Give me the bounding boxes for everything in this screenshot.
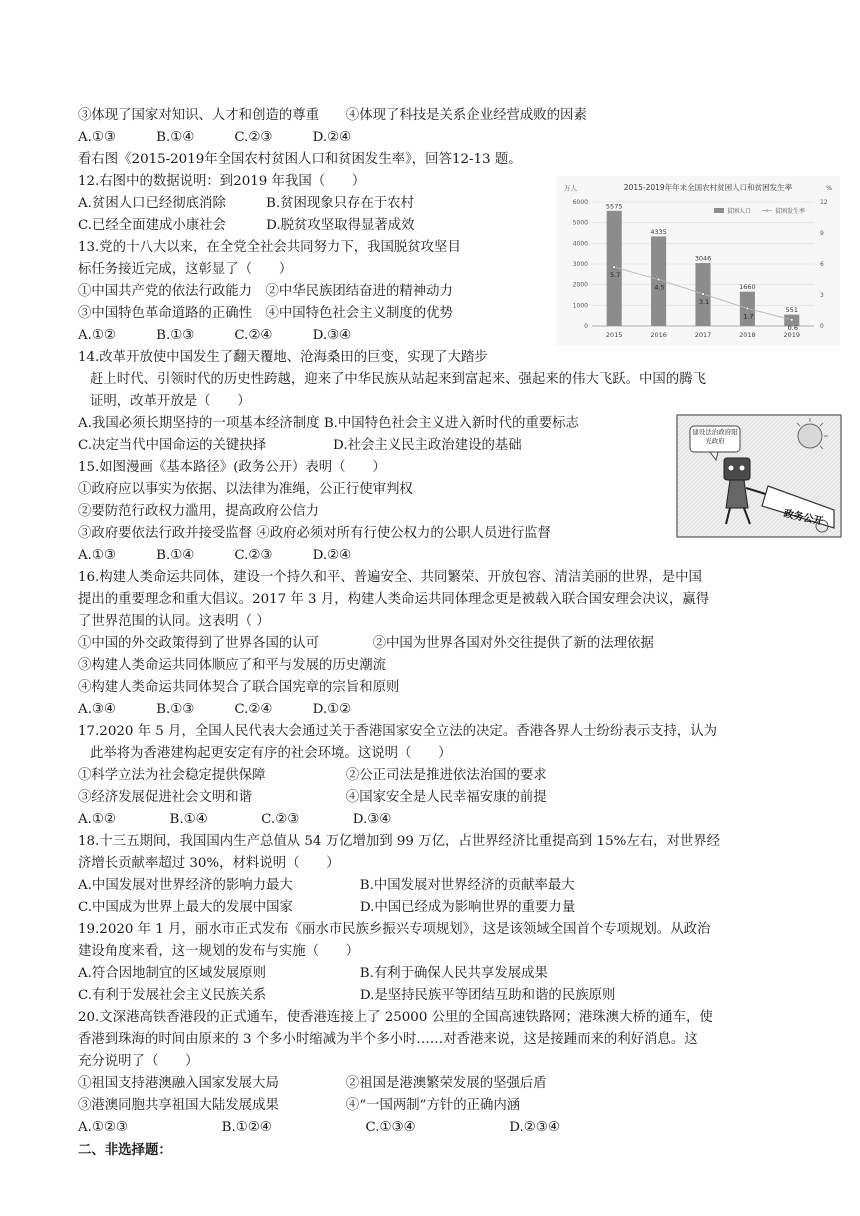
q15-answers: A.①③ B.①④ C.②③ D.②④ <box>78 548 352 563</box>
q17-statements-34: ③经济发展促进社会文明和谐 ④国家安全是人民幸福安康的前提 <box>78 790 547 805</box>
q20-answers: A.①②③ B.①②④ C.①③④ D.②③④ <box>78 1120 560 1135</box>
q11-option-3-4: ③体现了国家对知识、人才和创造的尊重 ④体现了科技是关系企业经营成败的因素 <box>78 108 587 123</box>
q19-stem: 19.2020 年 1 月，丽水市正式发布《丽水市民族乡振兴专项规划》，这是该领域全国首个专项规划。从政治 <box>78 922 711 937</box>
q19-options-cd: C.有利于发展社会主义民族关系 D.是坚持民族平等团结互助和谐的民族原则 <box>78 988 616 1003</box>
chart-ylabel-left: 万人 <box>564 184 577 192</box>
figure-body-icon <box>726 480 748 508</box>
legend-label-population: 贫困人口 <box>727 208 752 215</box>
left-tick-label: 5000 <box>572 219 588 227</box>
q15-statements-34: ③政府要依法行政并接受监督 ④政府必须对所有行使公权力的公职人员进行监督 <box>78 526 551 541</box>
speech-bubble-text-box <box>692 428 738 450</box>
q16-statement-3: ③构建人类命运共同体顺应了和平与发展的历史潮流 <box>78 658 386 673</box>
right-tick-label: 9 <box>820 230 824 237</box>
q18-stem-cont: 济增长贡献率超过 30%，材料说明（ ） <box>78 856 340 871</box>
bar-value-label: 551 <box>785 306 799 315</box>
q18-options-ab: A.中国发展对世界经济的影响力最大 B.中国发展对世界经济的贡献率最大 <box>78 878 575 893</box>
figure-head-icon <box>724 458 750 480</box>
q11-answers: A.①③ B.①④ C.②③ D.②④ <box>78 130 352 145</box>
q18-options-cd: C.中国成为世界上最大的发展中国家 D.中国已经成为影响世界的重要力量 <box>78 900 576 915</box>
poverty-chart <box>556 176 840 346</box>
rate-value-label: 3.1 <box>698 297 710 306</box>
q20-statements-12: ①祖国支持港澳融入国家发展大局 ②祖国是港澳繁荣发展的坚强后盾 <box>78 1076 547 1091</box>
figure-eye-right <box>740 466 745 471</box>
sun-icon <box>798 424 822 448</box>
rate-value-label: 5.7 <box>610 271 621 280</box>
cartoon-basic-path <box>676 414 842 538</box>
right-tick-label: 6 <box>820 261 824 268</box>
legend-swatch-rate-dot <box>766 209 769 212</box>
legend-label-rate: 贫困发生率 <box>775 208 806 215</box>
q13-answers: A.①② B.①③ C.②④ D.③④ <box>78 328 352 343</box>
q14-options-cd: C.决定当代中国命运的关键抉择 D.社会主义民主政治建设的基础 <box>78 438 522 453</box>
q17-statements-12: ①科学立法为社会稳定提供保障 ②公正司法是推进依法治国的要求 <box>78 768 547 783</box>
q13-statements-34: ③中国特色革命道路的正确性 ④中国特色社会主义制度的优势 <box>78 306 453 321</box>
q20-stem-end: 充分说明了（ ） <box>78 1054 199 1069</box>
q20-stem: 20.文深港高铁香港段的正式通车，使香港连接上了 25000 公里的全国高速铁路网；港珠澳大桥的通车，使 <box>78 1010 713 1025</box>
poverty-chart-svg <box>556 176 840 346</box>
q15-statement-1: ①政府应以事实为依据、以法律为准绳，公正行使审判权 <box>78 482 413 497</box>
rate-point-2018 <box>746 307 749 310</box>
q12-options-ab: A.贫困人口已经彻底消除 B.贫困现象只存在于农村 <box>78 196 415 211</box>
q18-stem: 18.十三五期间，我国国内生产总值从 54 万亿增加到 99 万亿，占世界经济比重提高到 15%左右，对世界经 <box>78 834 721 849</box>
q15-stem: 15.如图漫画《基本路径》(政务公开）表明（ ） <box>78 460 386 475</box>
legend-swatch-population <box>714 208 724 213</box>
bar-value-label: 3046 <box>694 254 712 263</box>
x-tick-label: 2018 <box>739 331 756 339</box>
left-tick-label: 0 <box>584 323 588 330</box>
q16-statement-4: ④构建人类命运共同体契合了联合国宪章的宗旨和原则 <box>78 680 400 695</box>
section-heading-nonchoice: 二、非选择题： <box>78 1142 172 1158</box>
q19-options-ab: A.符合因地制宜的区域发展原则 B.有利于确保人民共享发展成果 <box>78 966 548 981</box>
q19-stem-cont: 建设角度来看，这一规划的发布与实施（ ） <box>78 944 360 959</box>
right-tick-label: 3 <box>820 292 824 299</box>
left-tick-label: 2000 <box>572 281 588 289</box>
q15-statement-2: ②要防范行政权力滥用，提高政府公信力 <box>78 504 320 519</box>
q12-options-cd: C.已经全面建成小康社会 D.脱贫攻坚取得显著成效 <box>78 218 415 233</box>
bar-value-label: 1660 <box>739 283 756 292</box>
cartoon-caption: 政务公开 <box>782 508 825 528</box>
q14-options-ab: A.我国必须长期坚持的一项基本经济制度 B.中国特色社会主义进入新时代的重要标志 <box>78 416 579 431</box>
left-tick-label: 6000 <box>572 199 588 206</box>
rate-value-label: 1.7 <box>743 312 754 321</box>
rate-point-2019 <box>790 318 793 321</box>
q16-stem-cont: 提出的重要理念和重大倡议。2017 年 3 月，构建人类命运共同体理念更是被载入联合国安理会决议，赢得 <box>78 592 710 607</box>
q16-answers: A.③④ B.①③ C.②④ D.①② <box>78 702 352 717</box>
cartoon-svg <box>676 414 842 538</box>
q20-stem-cont: 香港到珠海的时间由原来的 3 个多小时缩减为半个多小时……对香港来说，这是接踵而来的利好消息。这 <box>78 1032 698 1047</box>
left-tick-label: 4000 <box>572 240 588 248</box>
right-tick-label: 0 <box>820 323 824 330</box>
left-tick-label: 1000 <box>572 302 588 310</box>
x-tick-label: 2019 <box>783 331 801 339</box>
chart-title: 2015-2019年年末全国农村贫困人口和贫困发生率 <box>623 183 793 192</box>
q17-stem: 17.2020 年 5 月，全国人民代表大会通过关于香港国家安全立法的决定。香港各界人士纷纷表示支持，认为 <box>78 724 718 739</box>
q14-stem-cont: 赶上时代、引领时代的历史性跨越，迎来了中华民族从站起来到富起来、强起来的伟大飞跃。中国的腾飞 <box>90 372 706 387</box>
x-tick-label: 2016 <box>650 331 667 339</box>
q16-stem-end: 了世界范围的认同。这表明（ ） <box>78 614 270 629</box>
figure-eye-left <box>729 466 734 471</box>
left-tick-label: 3000 <box>572 261 588 268</box>
q20-statements-34: ③港澳同胞共享祖国大陆发展成果 ④“一国两制”方针的正确内涵 <box>78 1098 521 1113</box>
speech-bubble-text: 建设法治政府阳光政府 <box>692 428 738 445</box>
q13-statements-12: ①中国共产党的依法行政能力 ②中华民族团结奋进的精神动力 <box>78 284 453 299</box>
rate-value-label: 4.5 <box>654 283 665 292</box>
right-tick-label: 12 <box>820 199 828 206</box>
rate-value-label: 0.6 <box>787 323 798 332</box>
q12-stem: 12.右图中的数据说明：到2019 年我国（ ） <box>78 174 366 189</box>
q13-stem: 13.党的十八大以来，在全党全社会共同努力下，我国脱贫攻坚目 <box>78 240 461 255</box>
chart-instruction: 看右图《2015-2019年全国农村贫困人口和贫困发生率》，回答12-13 题。 <box>78 152 522 167</box>
q16-statements-12: ①中国的外交政策得到了世界各国的认可 ②中国为世界各国对外交往提供了新的法理依据 <box>78 636 654 651</box>
q17-answers: A.①② B.①④ C.②③ D.③④ <box>78 812 392 827</box>
q13-stem-cont: 标任务接近完成，这彰显了（ ） <box>78 262 293 277</box>
x-tick-label: 2017 <box>694 331 712 339</box>
bar-value-label: 4335 <box>650 227 667 236</box>
rate-point-2017 <box>702 293 705 296</box>
q16-stem: 16.构建人类命运共同体，建设一个持久和平、普遍安全、共同繁荣、开放包容、清洁美丽的世界，是中国 <box>78 570 702 585</box>
x-tick-label: 2015 <box>605 331 623 339</box>
bar-value-label: 5575 <box>605 202 623 211</box>
q14-stem-end: 证明，改革开放是（ ） <box>90 394 251 409</box>
chart-ylabel-right: % <box>826 184 833 192</box>
q17-stem-cont: 此举将为香港建构起更安定有序的社会环境。这说明（ ） <box>90 746 452 761</box>
rate-point-2015 <box>613 266 616 269</box>
q14-stem: 14.改革开放使中国发生了翻天覆地、沧海桑田的巨变，实现了大踏步 <box>78 350 488 365</box>
rate-point-2016 <box>657 278 660 281</box>
